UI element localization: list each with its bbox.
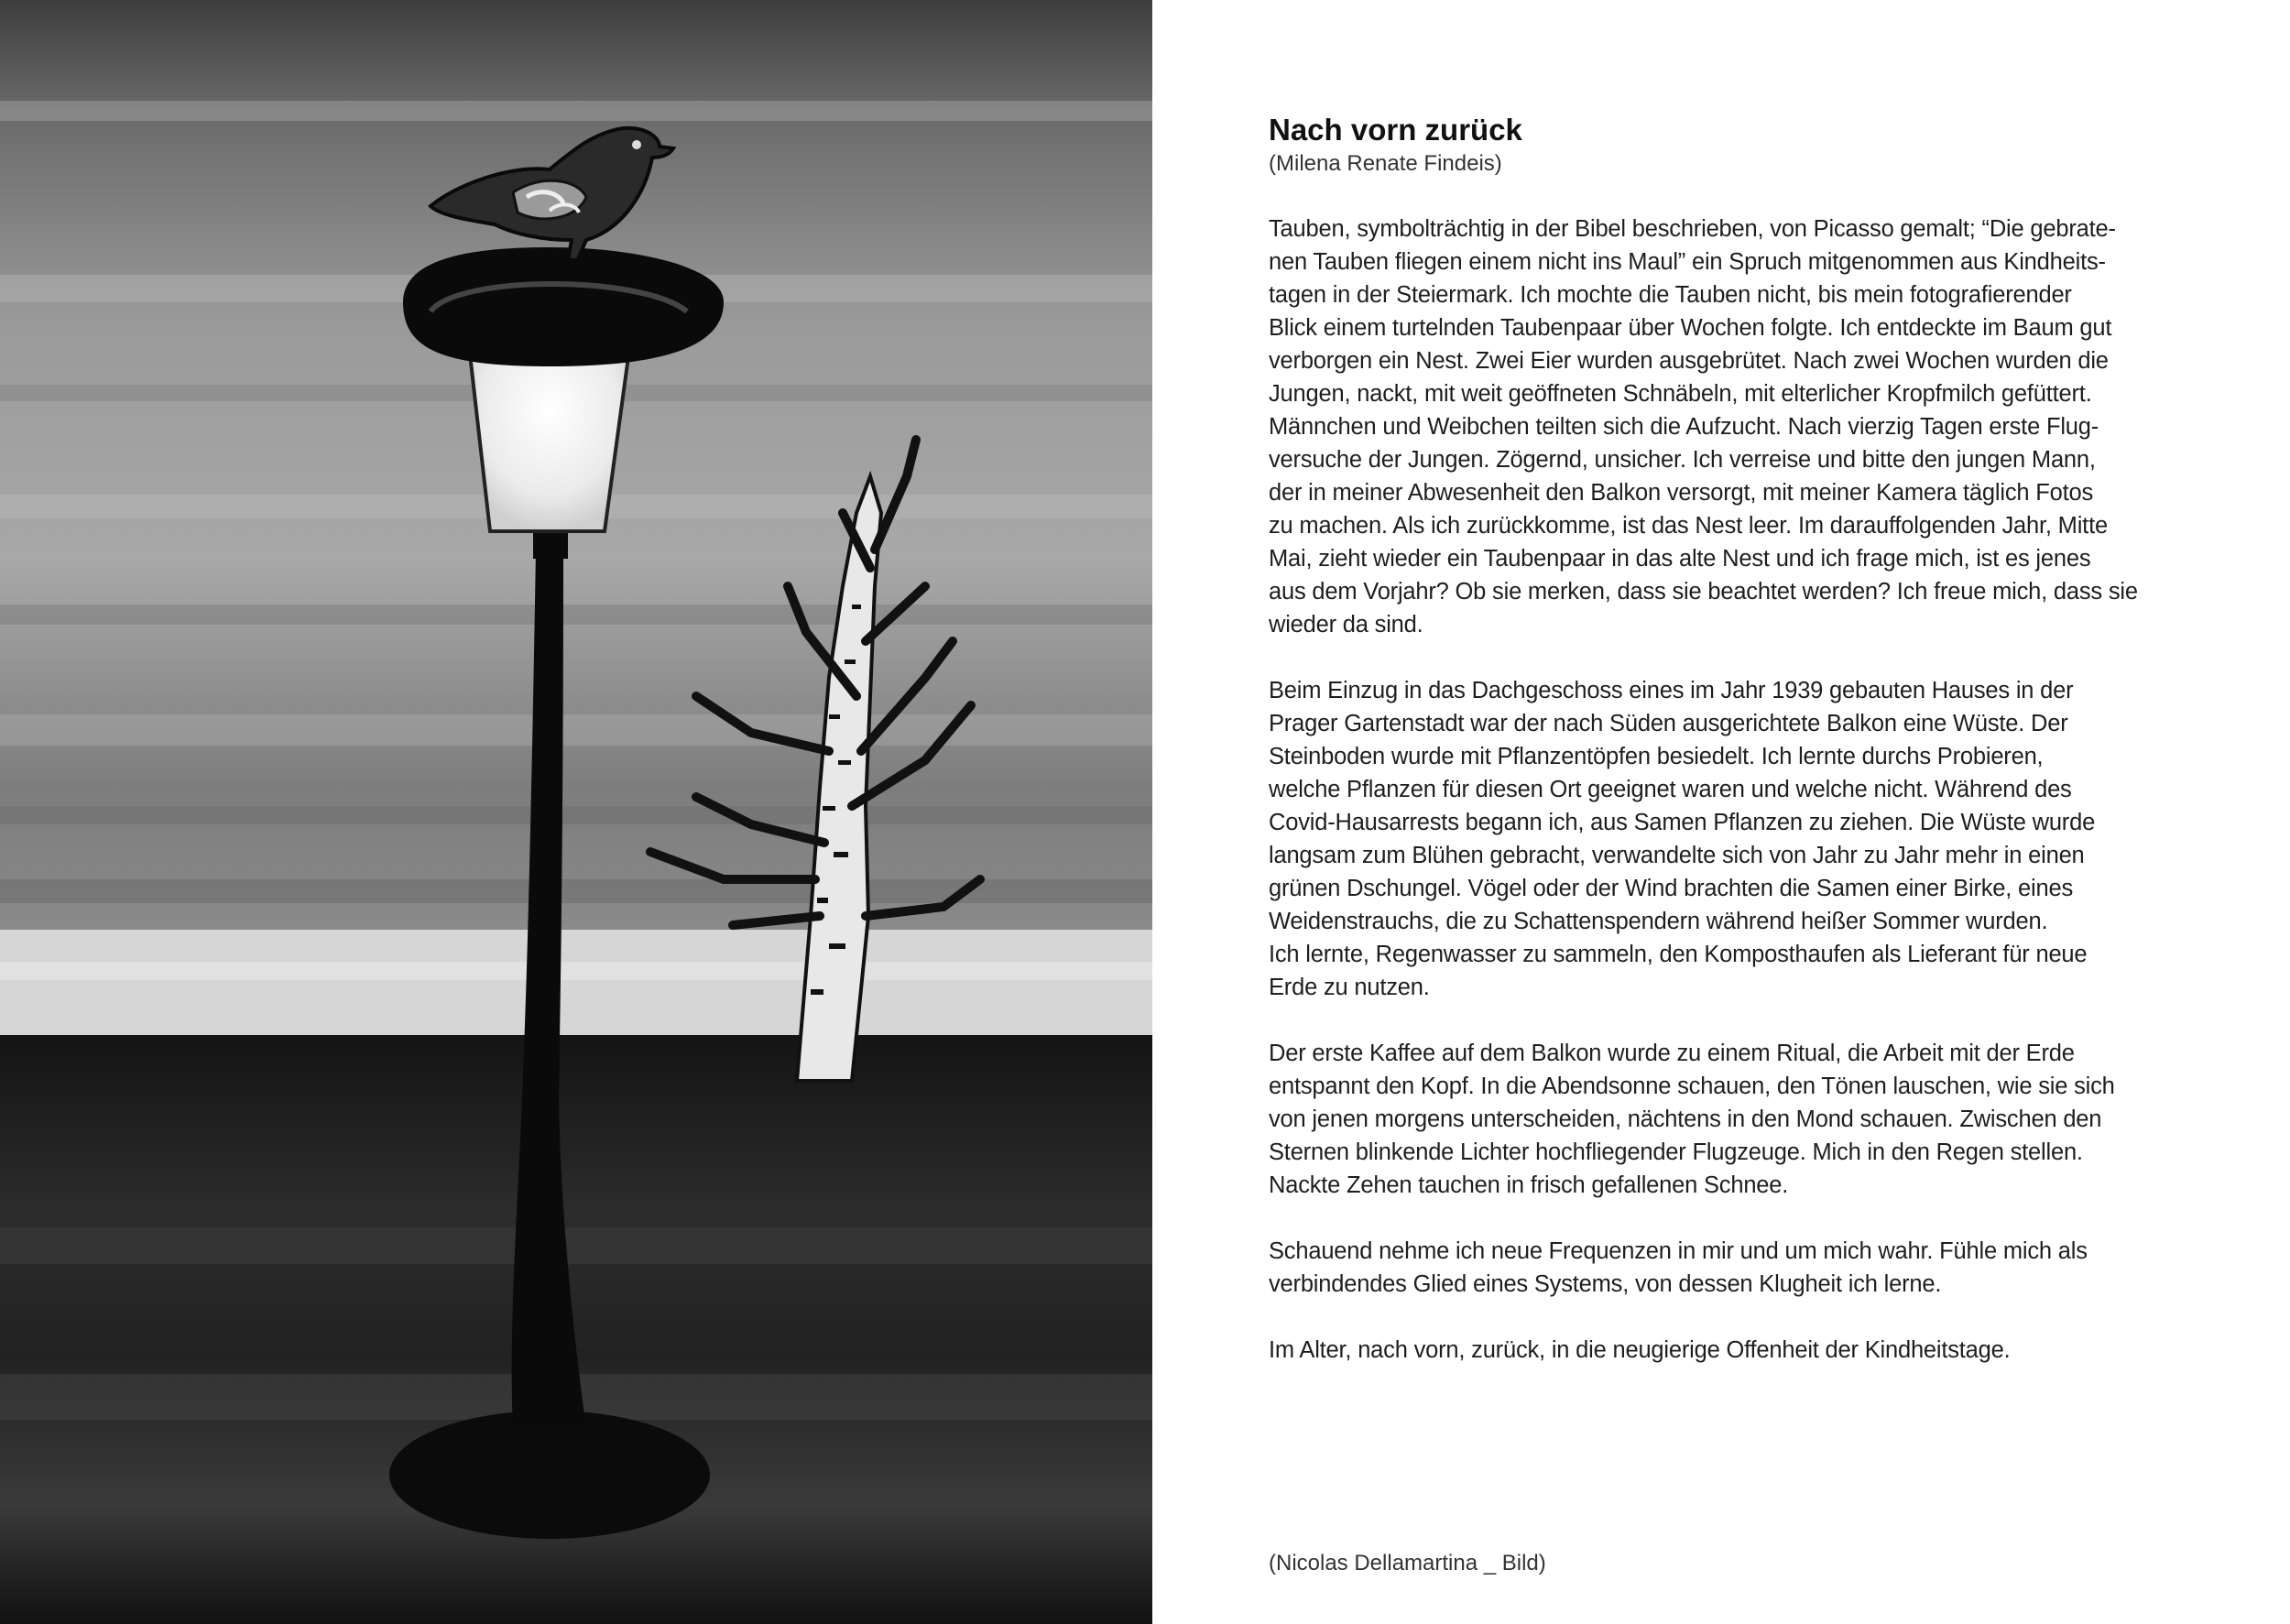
text-line: Blick einem turtelnden Taubenpaar über Wochen folgte. Ich entdeckte im Baum gut <box>1269 315 2112 341</box>
horizon-band <box>0 930 1152 1035</box>
text-line: Prager Gartenstadt war der nach Süden ausgerichtete Balkon eine Wüste. Der <box>1269 711 2068 736</box>
text-line: Jungen, nackt, mit weit geöffneten Schnäbeln, mit elterlicher Kropfmilch gefüttert. <box>1269 381 2092 407</box>
text-line: Schauend nehme ich neue Frequenzen in mir und um mich wahr. Fühle mich als <box>1269 1238 2088 1264</box>
text-line: wieder da sind. <box>1269 612 1423 638</box>
text-line: Ich lernte, Regenwasser zu sammeln, den Komposthaufen als Lieferant für neue <box>1269 942 2088 967</box>
text-line: tagen in der Steiermark. Ich mochte die Tauben nicht, bis mein fotografierender <box>1269 282 2072 308</box>
text-line: aus dem Vorjahr? Ob sie merken, dass sie beachtet werden? Ich freue mich, dass sie <box>1269 579 2138 605</box>
image-credit: (Nicolas Dellamartina _ Bild) <box>1269 1551 1546 1575</box>
text-line: zu machen. Als ich zurückkomme, ist das Nest leer. Im darauffolgenden Jahr, Mitte <box>1269 513 2108 539</box>
article-column <box>1269 112 2189 1400</box>
text-line: versuche der Jungen. Zögernd, unsicher. Ich verreise und bitte den jungen Mann, <box>1269 447 2096 473</box>
text-line: Mai, zieht wieder ein Taubenpaar in das alte Nest und ich frage mich, ist es jenes <box>1269 546 2091 572</box>
text-line: Sternen blinkende Lichter hochfliegender Flugzeuge. Mich in den Regen stellen. <box>1269 1139 2083 1165</box>
text-line: verbindendes Glied eines Systems, von dessen Klugheit ich lerne. <box>1269 1271 1942 1297</box>
text-line: Steinboden wurde mit Pflanzentöpfen besiedelt. Ich lernte durchs Probieren, <box>1269 744 2044 769</box>
text-line: entspannt den Kopf. In die Abendsonne schauen, den Tönen lauschen, wie sie sich <box>1269 1074 2115 1099</box>
article-author: (Milena Renate Findeis) <box>1269 151 1502 176</box>
paragraph <box>1269 674 2189 1004</box>
text-page <box>1152 0 2290 1624</box>
article-title: Nach vorn zurück <box>1269 113 1522 147</box>
text-line: Weidenstrauchs, die zu Schattenspendern während heißer Sommer wurden. <box>1269 909 2048 934</box>
text-line: Nackte Zehen tauchen in frisch gefallenen Schnee. <box>1269 1172 1789 1198</box>
text-line: der in meiner Abwesenheit den Balkon versorgt, mit meiner Kamera täglich Fotos <box>1269 480 2094 506</box>
text-line: Männchen und Weibchen teilten sich die Aufzucht. Nach vierzig Tagen erste Flug- <box>1269 414 2099 440</box>
text-line: nen Tauben fliegen einem nicht ins Maul” ein Spruch mitgenommen aus Kindheits- <box>1269 249 2106 275</box>
text-line: Beim Einzug in das Dachgeschoss eines im Jahr 1939 gebauten Hauses in der <box>1269 678 2074 703</box>
text-line: Erde zu nutzen. <box>1269 975 1430 1000</box>
paragraph <box>1269 1334 2189 1367</box>
text-line: Covid-Hausarrests begann ich, aus Samen Pflanzen zu ziehen. Die Wüste wurde <box>1269 810 2096 835</box>
article-body <box>1269 213 2189 1367</box>
text-line: langsam zum Blühen gebracht, verwandelte sich von Jahr zu Jahr mehr in einen <box>1269 843 2085 868</box>
paragraph <box>1269 213 2189 641</box>
text-line: grünen Dschungel. Vögel oder der Wind brachten die Samen einer Birke, eines <box>1269 876 2074 901</box>
paragraph <box>1269 1037 2189 1202</box>
text-line: welche Pflanzen für diesen Ort geeignet waren und welche nicht. Während des <box>1269 777 2072 802</box>
text-line: Tauben, symbolträchtig in der Bibel beschrieben, von Picasso gemalt; “Die gebrate- <box>1269 216 2116 242</box>
text-line: Der erste Kaffee auf dem Balkon wurde zu einem Ritual, die Arbeit mit der Erde <box>1269 1041 2075 1066</box>
paragraph <box>1269 1235 2189 1301</box>
text-line: Im Alter, nach vorn, zurück, in die neugierige Offenheit der Kindheitstage. <box>1269 1337 2011 1363</box>
text-line: von jenen morgens unterscheiden, nächtens in den Mond schauen. Zwischen den <box>1269 1106 2102 1132</box>
text-line: verborgen ein Nest. Zwei Eier wurden ausgebrütet. Nach zwei Wochen wurden die <box>1269 348 2109 374</box>
